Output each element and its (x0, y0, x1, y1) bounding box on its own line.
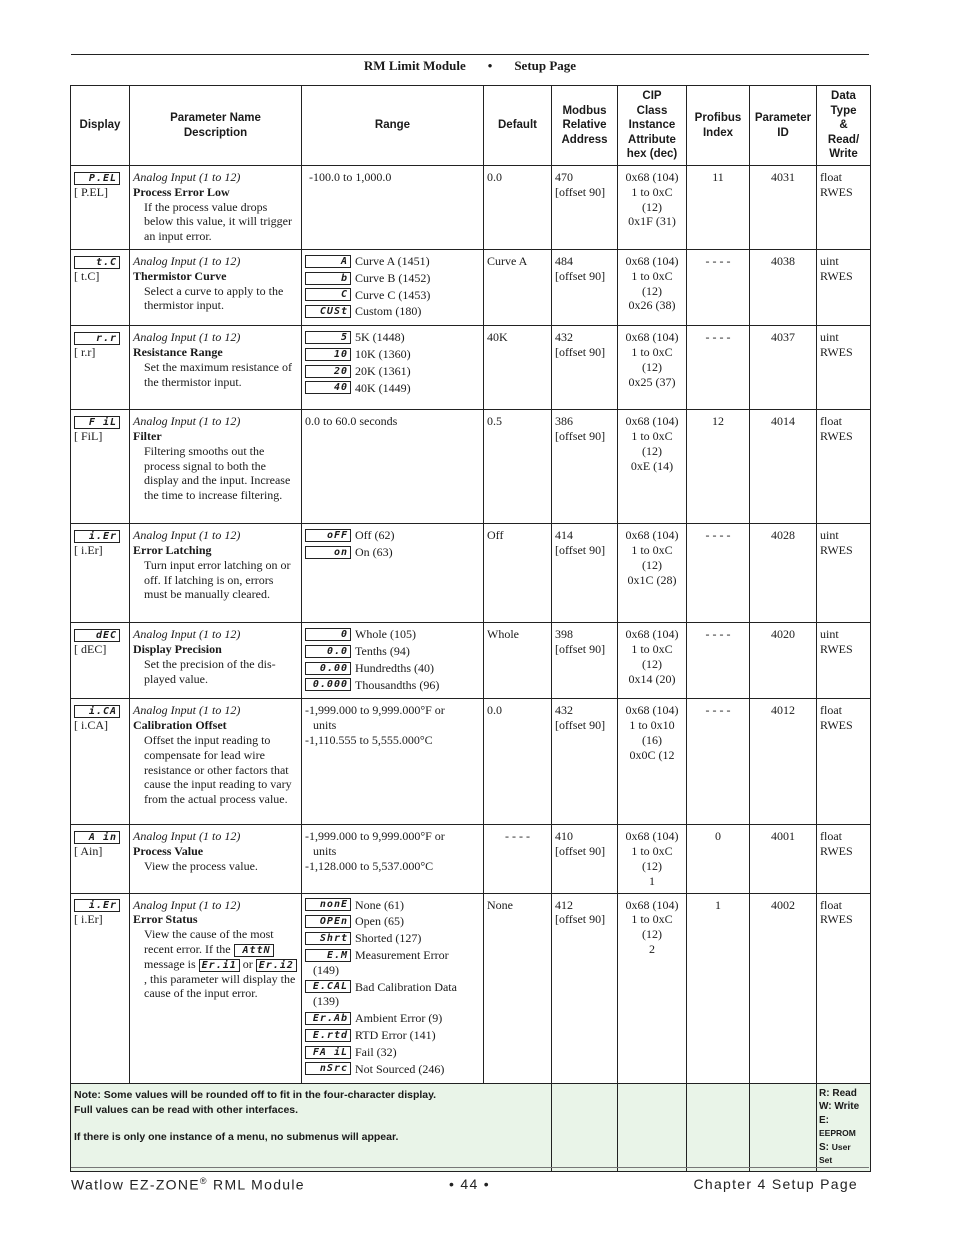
option-text: Open (65) (355, 914, 404, 929)
range-option (305, 347, 480, 362)
range-option (305, 1028, 480, 1043)
modbus-cell: 398 [offset 90] (552, 623, 618, 699)
param-cell (130, 893, 302, 1083)
default-cell: Off (484, 524, 552, 623)
lcd-option: 5 (305, 331, 351, 344)
display-cell (71, 623, 130, 699)
col-param-name: Parameter Name Description (130, 86, 302, 166)
param-cell (130, 623, 302, 699)
table-row (71, 893, 871, 1083)
option-text: 20K (1361) (355, 363, 411, 378)
lcd-inline: Er.i2 (256, 959, 297, 972)
profibus-cell: 0 (687, 825, 750, 893)
display-label: [ Ain] (74, 844, 103, 859)
default-cell: 0.0 (484, 699, 552, 825)
data-type-cell: float RWES (817, 825, 871, 893)
display-cell (71, 250, 130, 326)
menu-name: Analog Input (1 to 12) (133, 829, 241, 844)
note-cell (71, 1083, 552, 1171)
range-cell (302, 623, 484, 699)
param-desc: Set the maximum resistance of the thermistor input. (144, 359, 292, 389)
profibus-cell: - - - - (687, 699, 750, 825)
range-option (305, 254, 480, 269)
data-type-cell: float RWES (817, 699, 871, 825)
lcd-option: on (305, 546, 351, 559)
option-text: Not Sourced (246) (355, 1061, 445, 1076)
param-desc: Select a curve to apply to the thermistor input. (144, 283, 284, 313)
display-label: [ i.Er] (74, 542, 103, 557)
range-cell (302, 524, 484, 623)
range-text: -1,128.000 to 5,537.000°C (305, 858, 434, 873)
col-data-type: Data Type & Read/ Write (817, 86, 871, 166)
note-line: Full values can be read with other interfaces. (74, 1103, 299, 1116)
lcd-option: oFF (305, 529, 351, 542)
default-cell: 40K (484, 326, 552, 410)
header-page: Setup Page (514, 58, 577, 73)
option-text: Custom (180) (355, 304, 422, 319)
lcd-display: i.Er (74, 530, 120, 543)
col-profibus: Profibus Index (687, 86, 750, 166)
modbus-cell: 432 [offset 90] (552, 326, 618, 410)
param-cell (130, 326, 302, 410)
header-bullet: • (487, 58, 493, 73)
note-empty-cell (552, 1083, 618, 1171)
option-text-cont: (149) (313, 962, 339, 977)
param-id-cell: 4001 (750, 825, 817, 893)
display-cell (71, 893, 130, 1083)
option-text: Curve C (1453) (355, 287, 431, 302)
lcd-display: A in (74, 831, 120, 844)
col-display: Display (71, 86, 130, 166)
col-modbus: Modbus Relative Address (552, 86, 618, 166)
option-text: 40K (1449) (355, 380, 411, 395)
profibus-cell: 1 (687, 893, 750, 1083)
footer-right: Chapter 4 Setup Page (693, 1176, 858, 1192)
option-text: None (61) (355, 897, 404, 912)
param-name: Process Error Low (133, 184, 230, 199)
lcd-option: nonE (305, 898, 351, 911)
menu-name: Analog Input (1 to 12) (133, 330, 241, 345)
table-row (71, 699, 871, 825)
display-cell (71, 825, 130, 893)
default-cell: 0.5 (484, 410, 552, 524)
param-id-cell: 4028 (750, 524, 817, 623)
header-row (71, 86, 871, 166)
lcd-option: 0 (305, 628, 351, 641)
range-cell (302, 410, 484, 524)
menu-name: Analog Input (1 to 12) (133, 528, 241, 543)
data-type-cell: uint RWES (817, 326, 871, 410)
param-desc: View the process value. (144, 858, 258, 873)
lcd-option: 0.0 (305, 645, 351, 658)
lcd-option: E.rtd (305, 1029, 351, 1042)
range-option (305, 330, 480, 345)
lcd-display: F iL (74, 416, 120, 429)
param-desc: Set the precision of the displayed value. (144, 656, 276, 686)
option-text: Tenths (94) (355, 643, 410, 658)
option-text: 5K (1448) (355, 330, 405, 345)
col-range: Range (302, 86, 484, 166)
profibus-cell: - - - - (687, 524, 750, 623)
lcd-display: i.Er (74, 899, 120, 912)
cip-cell: 0x68 (104) 1 to 0xC (12) 0x26 (38) (618, 250, 687, 326)
menu-name: Analog Input (1 to 12) (133, 897, 241, 912)
param-id-cell: 4038 (750, 250, 817, 326)
display-label: [ t.C] (74, 268, 100, 283)
option-text: Fail (32) (355, 1044, 397, 1059)
menu-name: Analog Input (1 to 12) (133, 627, 241, 642)
range-option (305, 661, 480, 676)
menu-name: Analog Input (1 to 12) (133, 170, 241, 184)
param-name: Error Latching (133, 542, 212, 557)
range-cell (302, 825, 484, 893)
param-desc: Offset the input reading to compensate for lead wire resistance or other factors that cause the input reading to vary from the actual process value. (144, 732, 292, 807)
param-name: Filter (133, 428, 162, 443)
modbus-cell: 414 [offset 90] (552, 524, 618, 623)
modbus-cell: 386 [offset 90] (552, 410, 618, 524)
display-label: [ i.CA] (74, 718, 108, 733)
cip-cell: 0x68 (104) 1 to 0xC (12) 1 (618, 825, 687, 893)
param-cell (130, 166, 302, 250)
data-type-cell: float RWES (817, 166, 871, 250)
display-label: [ dEC] (74, 641, 107, 656)
range-cell (302, 699, 484, 825)
table-row (71, 166, 871, 250)
range-text: -1,999.000 to 9,999.000°F or (305, 703, 445, 718)
option-text: Ambient Error (9) (355, 1011, 443, 1026)
range-option (305, 980, 480, 995)
param-id-cell: 4020 (750, 623, 817, 699)
option-text: Curve B (1452) (355, 270, 431, 285)
lcd-option: Er.Ab (305, 1012, 351, 1025)
lcd-option: FA iL (305, 1046, 351, 1059)
display-cell (71, 326, 130, 410)
param-name: Display Precision (133, 641, 222, 656)
col-default: Default (484, 86, 552, 166)
range-text: units (313, 844, 337, 859)
range-option (305, 948, 480, 963)
profibus-cell: 12 (687, 410, 750, 524)
range-option (305, 678, 480, 693)
table-row (71, 623, 871, 699)
range-option (305, 271, 480, 286)
top-rule (71, 54, 869, 55)
param-name: Resistance Range (133, 344, 223, 359)
modbus-cell: 412 [offset 90] (552, 893, 618, 1083)
range-cell (302, 250, 484, 326)
range-text: 0.0 to 60.0 seconds (305, 414, 398, 429)
lcd-option: E.M (305, 949, 351, 962)
param-desc: Turn input error latching on or off. If latching is on, errors must be manually cleared. (144, 557, 291, 602)
default-cell: 0.0 (484, 166, 552, 250)
param-name: Thermistor Curve (133, 268, 227, 283)
modbus-cell: 484 [offset 90] (552, 250, 618, 326)
lcd-inline: AttN (234, 944, 274, 957)
default-cell: Whole (484, 623, 552, 699)
cip-cell: 0x68 (104) 1 to 0xC (12) 0x14 (20) (618, 623, 687, 699)
lcd-option: 40 (305, 381, 351, 394)
lcd-display: r.r (74, 332, 120, 345)
option-text: Curve A (1451) (355, 254, 430, 268)
param-cell (130, 250, 302, 326)
cip-cell: 0x68 (104) 1 to 0xC (12) 0x25 (37) (618, 326, 687, 410)
range-option (305, 644, 480, 659)
data-type-cell: float RWES (817, 410, 871, 524)
option-text: Off (62) (355, 528, 395, 543)
page-header (71, 58, 869, 74)
lcd-option: Shrt (305, 932, 351, 945)
col-param-id: Parameter ID (750, 86, 817, 166)
param-cell (130, 825, 302, 893)
footer-page-number: • 44 • (449, 1176, 490, 1192)
display-label: [ FiL] (74, 428, 103, 443)
option-text: Bad Calibration Data (355, 979, 457, 994)
data-type-cell: float RWES (817, 893, 871, 1083)
range-option (305, 545, 480, 560)
lcd-option: C (305, 288, 351, 301)
param-desc: View the cause of the most recent error. If the AttN message is Er.i1 or Er.i2, this parameter will display the cause of the input error. (144, 927, 296, 1001)
note-empty-cell (618, 1083, 687, 1171)
param-cell (130, 699, 302, 825)
profibus-cell: 11 (687, 166, 750, 250)
cip-cell: 0x68 (104) 1 to 0x10 (16) 0x0C (12 (618, 699, 687, 825)
lcd-display: dEC (74, 629, 120, 642)
lcd-option: A (305, 255, 351, 268)
param-name: Calibration Offset (133, 718, 227, 733)
cip-cell: 0x68 (104) 1 to 0xC (12) 2 (618, 893, 687, 1083)
menu-name: Analog Input (1 to 12) (133, 703, 241, 718)
display-cell (71, 410, 130, 524)
range-option (305, 288, 480, 303)
profibus-cell: - - - - (687, 250, 750, 326)
param-name: Error Status (133, 912, 198, 927)
range-text: -100.0 to 1,000.0 (309, 170, 392, 184)
table-row (71, 410, 871, 524)
table-row (71, 250, 871, 326)
modbus-cell: 470 [offset 90] (552, 166, 618, 250)
range-option (305, 304, 480, 319)
table-row (71, 825, 871, 893)
lcd-option: 0.00 (305, 662, 351, 675)
range-cell (302, 166, 484, 250)
default-cell: - - - - (484, 825, 552, 893)
option-text: Hundredths (40) (355, 660, 434, 675)
cip-cell: 0x68 (104) 1 to 0xC (12) 0x1F (31) (618, 166, 687, 250)
table-row (71, 326, 871, 410)
display-cell (71, 166, 130, 250)
lcd-option: CUSt (305, 305, 351, 318)
col-cip: CIP Class Instance Attribute hex (dec) (618, 86, 687, 166)
parameter-table (70, 85, 871, 1172)
default-cell: Curve A (484, 250, 552, 326)
range-option (305, 931, 480, 946)
profibus-cell: - - - - (687, 326, 750, 410)
modbus-cell: 432 [offset 90] (552, 699, 618, 825)
range-cell (302, 893, 484, 1083)
range-option (305, 1062, 480, 1077)
footer-left: Watlow EZ-ZONE® RML Module (71, 1176, 305, 1193)
display-label: [ P.EL] (74, 184, 108, 199)
range-option (305, 528, 480, 543)
range-text: units (313, 718, 337, 733)
data-type-cell: uint RWES (817, 623, 871, 699)
lcd-option: E.CAL (305, 980, 351, 993)
option-text: Measurement Error (355, 947, 449, 962)
modbus-cell: 410 [offset 90] (552, 825, 618, 893)
data-type-cell: uint RWES (817, 524, 871, 623)
header-module: RM Limit Module (363, 58, 466, 73)
param-cell (130, 524, 302, 623)
note-row (71, 1083, 871, 1171)
profibus-cell: - - - - (687, 623, 750, 699)
display-cell (71, 699, 130, 825)
param-desc: If the process value drops below this value, it will trigger an input error. (144, 199, 292, 244)
param-id-cell: 4012 (750, 699, 817, 825)
range-option (305, 627, 480, 642)
range-cell (302, 326, 484, 410)
rw-legend: R: Read W: Write E: EEPROM S: User Set (817, 1083, 871, 1171)
bottom-rule (71, 1167, 869, 1168)
lcd-display: t.C (74, 256, 120, 269)
param-id-cell: 4037 (750, 326, 817, 410)
range-option (305, 1011, 480, 1026)
lcd-option: nSrc (305, 1062, 351, 1075)
option-text: On (63) (355, 544, 393, 559)
range-option (305, 898, 480, 913)
menu-name: Analog Input (1 to 12) (133, 414, 241, 429)
cip-cell: 0x68 (104) 1 to 0xC (12) 0x1C (28) (618, 524, 687, 623)
lcd-display: i.CA (74, 705, 120, 718)
display-label: [ i.Er] (74, 912, 103, 927)
default-cell: None (484, 893, 552, 1083)
display-label: [ r.r] (74, 344, 96, 359)
range-text: -1,999.000 to 9,999.000°F or (305, 829, 445, 844)
lcd-option: b (305, 272, 351, 285)
option-text: 10K (1360) (355, 346, 411, 361)
param-cell (130, 410, 302, 524)
range-text: -1,110.555 to 5,555.000°C (305, 732, 433, 747)
range-option (305, 364, 480, 379)
lcd-option: 10 (305, 348, 351, 361)
display-cell (71, 524, 130, 623)
option-text-cont: (139) (313, 994, 339, 1009)
lcd-display: P.EL (74, 172, 120, 185)
range-option (305, 914, 480, 929)
option-text: RTD Error (141) (355, 1027, 436, 1042)
param-id-cell: 4014 (750, 410, 817, 524)
option-text: Whole (105) (355, 627, 416, 642)
note-line: Note: Some values will be rounded off to fit in the four-character display. (74, 1088, 437, 1101)
param-id-cell: 4002 (750, 893, 817, 1083)
param-id-cell: 4031 (750, 166, 817, 250)
lcd-option: 20 (305, 365, 351, 378)
lcd-inline: Er.i1 (199, 959, 240, 972)
param-desc: Filtering smooths out the process signal to both the display and the input. Increase the time to increase filtering. (144, 443, 291, 503)
range-option (305, 381, 480, 396)
lcd-option: 0.000 (305, 678, 351, 691)
cip-cell: 0x68 (104) 1 to 0xC (12) 0xE (14) (618, 410, 687, 524)
note-empty-cell (750, 1083, 817, 1171)
table-row (71, 524, 871, 623)
data-type-cell: uint RWES (817, 250, 871, 326)
note-line: If there is only one instance of a menu, no submenus will appear. (74, 1130, 399, 1143)
lcd-option: OPEn (305, 915, 351, 928)
menu-name: Analog Input (1 to 12) (133, 254, 241, 268)
option-text: Shorted (127) (355, 931, 422, 946)
range-option (305, 1045, 480, 1060)
param-name: Process Value (133, 844, 204, 859)
note-empty-cell (687, 1083, 750, 1171)
option-text: Thousandths (96) (355, 677, 440, 692)
